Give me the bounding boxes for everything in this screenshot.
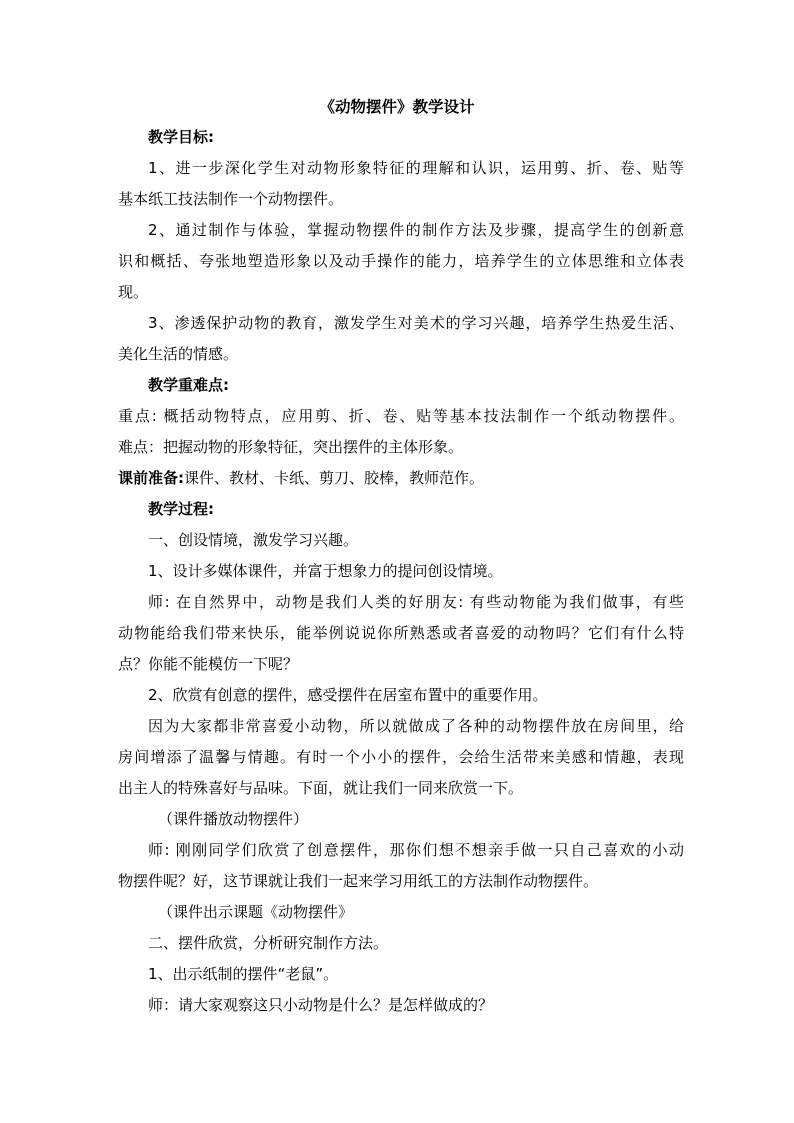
paragraph-line: 1、出示纸制的摆件“老鼠”。: [148, 965, 339, 983]
paragraph-line: 2、通过制作与体验，掌握动物摆件的制作方法及步骤，提高学生的创新意: [148, 221, 684, 239]
heading-key-points: 教学重难点:: [148, 376, 229, 394]
paragraph-line: 出主人的特殊喜好与品味。下面，就让我们一同来欣赏一下。: [118, 779, 524, 797]
section-heading: 一、创设情境，激发学习兴趣。: [148, 531, 359, 549]
paragraph-line: 1、进一步深化学生对动物形象特征的理解和认识，运用剪、折、卷、贴等: [148, 159, 684, 177]
paragraph-line: 点？你能不能模仿一下呢？: [118, 655, 299, 673]
paragraph-line: 3、渗透保护动物的教育，激发学生对美术的学习兴趣，培养学生热爱生活、: [148, 314, 684, 332]
heading-teaching-goals: 教学目标:: [148, 128, 214, 146]
paragraph-line: 动物能给我们带来快乐，能举例说说你所熟悉或者喜爱的动物吗？它们有什么特: [118, 624, 684, 642]
section-heading: 二、摆件欣赏，分析研究制作方法。: [148, 934, 389, 952]
preparation-text: 课件、教材、卡纸、剪刀、胶棒，教师范作。: [184, 469, 485, 487]
paragraph-line: 物摆件呢？好，这节课就让我们一起来学习用纸工的方法制作动物摆件。: [118, 872, 599, 890]
paragraph-line: 难点：把握动物的形象特征，突出摆件的主体形象。: [118, 438, 464, 456]
heading-teaching-process: 教学过程:: [148, 500, 214, 518]
paragraph-line: 基本纸工技法制作一个动物摆件。: [118, 190, 344, 208]
paragraph-line: 现。: [118, 283, 149, 301]
document-title: 《动物摆件》教学设计: [319, 98, 475, 116]
paragraph-line: 房间增添了温馨与情趣。有时一个小小的摆件，会给生活带来美感和情趣，表现: [118, 748, 684, 766]
paragraph-line: 师: 在自然界中，动物是我们人类的好朋友: 有些动物能为我们做事，有些: [148, 593, 684, 611]
paragraph-line: （课件播放动物摆件）: [158, 810, 309, 828]
paragraph-line: 识和概括、夸张地塑造形象以及动手操作的能力，培养学生的立体思维和立体表: [118, 252, 684, 270]
paragraph-line: 2、欣赏有创意的摆件，感受摆件在居室布置中的重要作用。: [148, 686, 548, 704]
paragraph-line: 师：请大家观察这只小动物是什么？是怎样做成的？: [148, 996, 494, 1014]
paragraph-line: 重点: 概括动物特点，应用剪、折、卷、贴等基本技法制作一个纸动物摆件。: [118, 407, 684, 425]
preparation-line: [118, 468, 684, 488]
paragraph-line: 师: 刚刚同学们欣赏了创意摆件，那你们想不想亲手做一只自己喜欢的小动: [148, 841, 684, 859]
heading-preparation: 课前准备:: [118, 469, 184, 487]
paragraph-line: 美化生活的情感。: [118, 345, 239, 363]
paragraph-line: （课件出示课题《动物摆件》: [158, 903, 354, 921]
paragraph-line: 1、设计多媒体课件，并富于想象力的提问创设情境。: [148, 562, 503, 580]
paragraph-line: 因为大家都非常喜爱小动物，所以就做成了各种的动物摆件放在房间里，给: [148, 717, 684, 735]
